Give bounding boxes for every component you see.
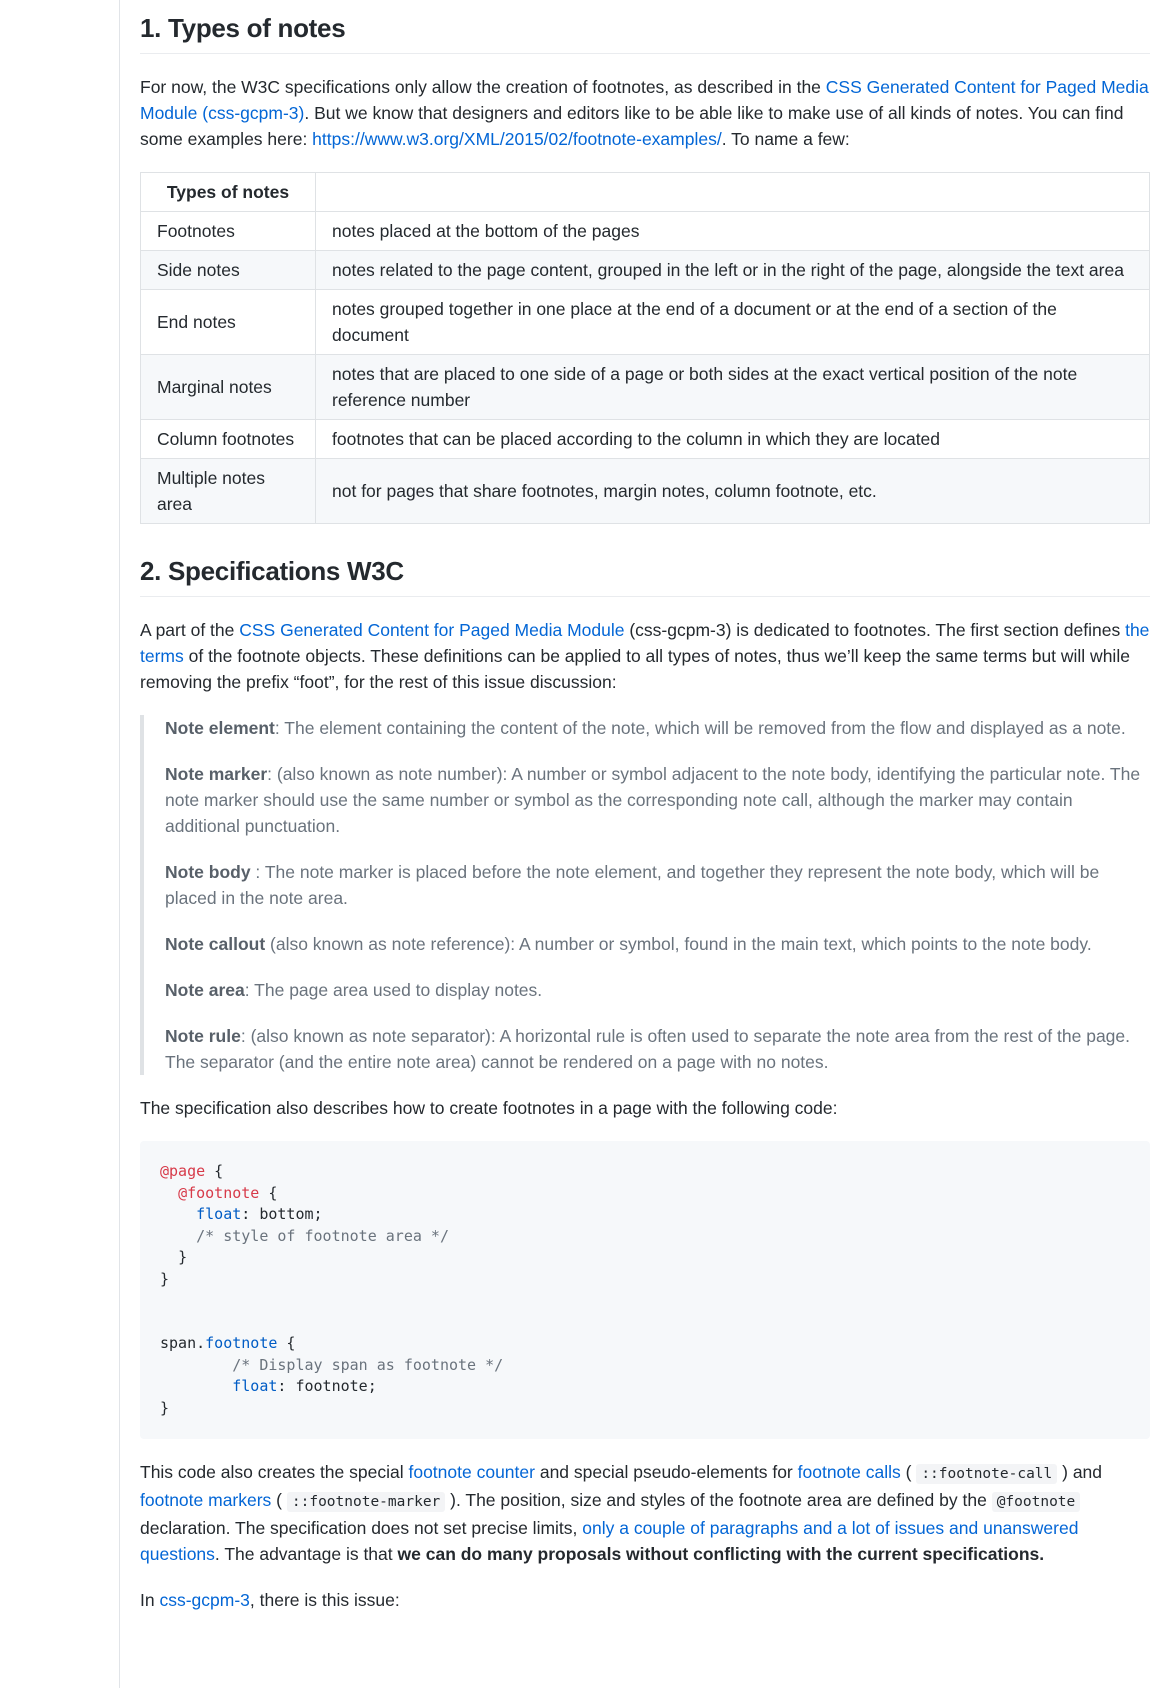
note-description-cell: notes related to the page content, grouped in the left or in the right of the page, alongside the text area	[316, 251, 1150, 290]
table-row	[141, 355, 1150, 420]
footnote-marker-code: ::footnote-marker	[287, 1492, 445, 1512]
note-type-cell: Column footnotes	[141, 420, 316, 459]
note-type-cell: Footnotes	[141, 212, 316, 251]
table-row	[141, 459, 1150, 524]
footnote-counter-link[interactable]: footnote counter	[408, 1462, 535, 1482]
code-intro-paragraph: The specification also describes how to create footnotes in a page with the following code:	[140, 1098, 838, 1118]
table-row	[141, 420, 1150, 459]
note-description-cell: footnotes that can be placed according to the column in which they are located	[316, 420, 1150, 459]
note-type-cell: Marginal notes	[141, 355, 316, 420]
note-description-cell: notes that are placed to one side of a page or both sides at the exact vertical position of the note reference number	[316, 355, 1150, 420]
css-gcpm-link[interactable]: CSS Generated Content for Paged Media Module (css-gcpm-3)	[140, 77, 1149, 123]
table-header-cell: Types of notes	[141, 173, 316, 212]
article-body	[140, 0, 1150, 1613]
note-type-cell: Multiple notes area	[141, 459, 316, 524]
definition-item: Note callout (also known as note reference): A number or symbol, found in the main text, which points to the note body.	[165, 934, 1092, 954]
paged-media-module-link[interactable]: CSS Generated Content for Paged Media Module	[239, 620, 625, 640]
note-type-cell: Side notes	[141, 251, 316, 290]
note-type-cell: End notes	[141, 290, 316, 355]
definition-item: Note marker: (also known as note number): A number or symbol adjacent to the note body, identifying the particular note. The note marker should use the same number or symbol as the corresponding note call, although the marker may contain additional punctuation.	[165, 764, 1141, 836]
note-description-cell: not for pages that share footnotes, margin notes, column footnote, etc.	[316, 459, 1150, 524]
definition-item: Note rule: (also known as note separator): A horizontal rule is often used to separate the note area from the rest of the page. The separator (and the entire note area) cannot be rendered on a page with no notes.	[165, 1026, 1131, 1072]
footnote-explanation-paragraph: This code also creates the special footnote counter and special pseudo-elements for footnote calls ( ::footnote-call ) and footnote markers ( ::footnote-marker ). The position, size and styles of the footnote area are defined by the @footnote declaration. The specification does not set precise limits, only a couple of paragraphs and a lot of issues and unanswered questions. The advantage is that we can do many proposals without conflicting with the current specifications.	[140, 1462, 1103, 1564]
footnote-at-rule-code: @footnote	[992, 1492, 1081, 1512]
table-header-cell	[316, 173, 1150, 212]
table-header-row	[141, 173, 1150, 212]
unanswered-questions-link[interactable]: only a couple of paragraphs and a lot of issues and unanswered questions	[140, 1518, 1079, 1564]
definition-item: Note area: The page area used to display notes.	[165, 980, 543, 1000]
table-row	[141, 251, 1150, 290]
footnote-markers-link[interactable]: footnote markers	[140, 1490, 272, 1510]
types-of-notes-table	[140, 172, 1150, 524]
table-row	[141, 290, 1150, 355]
note-description-cell: notes grouped together in one place at the end of a document or at the end of a section of the document	[316, 290, 1150, 355]
specifications-intro-paragraph: A part of the CSS Generated Content for Paged Media Module (css-gcpm-3) is dedicated to footnotes. The first section defines the terms of the footnote objects. These definitions can be applied to all types of notes, thus we’ll keep the same terms but will while removing the prefix “foot”, for the rest of this issue discussion:	[140, 620, 1150, 692]
note-description-cell: notes placed at the bottom of the pages	[316, 212, 1150, 251]
definition-item: Note body : The note marker is placed before the note element, and together they represent the note body, which will be placed in the note area.	[165, 862, 1100, 908]
definition-item: Note element: The element containing the content of the note, which will be removed from the flow and displayed as a note.	[165, 718, 1126, 738]
footnote-call-code: ::footnote-call	[916, 1464, 1057, 1484]
section-heading-types-of-notes: 1. Types of notes	[140, 11, 1150, 54]
table-row	[141, 212, 1150, 251]
issue-intro-paragraph: In css-gcpm-3, there is this issue:	[140, 1590, 400, 1610]
footnote-examples-link[interactable]: https://www.w3.org/XML/2015/02/footnote-examples/	[312, 129, 722, 149]
the-terms-link[interactable]: the terms	[140, 620, 1150, 666]
footnote-calls-link[interactable]: footnote calls	[797, 1462, 901, 1482]
types-intro-paragraph: For now, the W3C specifications only allow the creation of footnotes, as described in the CSS Generated Content for Paged Media Module (css-gcpm-3). But we know that designers and editors like to be able like to make use of all kinds of notes. You can find some examples here: https://www.w3.org/XML/2015/02/footnote-examples/. To name a few:	[140, 77, 1149, 149]
css-code-block: @page { @footnote { float: bottom; /* style of footnote area */ } } span.footnote { /* Display span as footnote */ float: footnote; }	[140, 1141, 1150, 1439]
css-gcpm-3-link[interactable]: css-gcpm-3	[159, 1590, 250, 1610]
definitions-blockquote	[140, 715, 1150, 1075]
section-heading-specifications: 2. Specifications W3C	[140, 554, 1150, 597]
